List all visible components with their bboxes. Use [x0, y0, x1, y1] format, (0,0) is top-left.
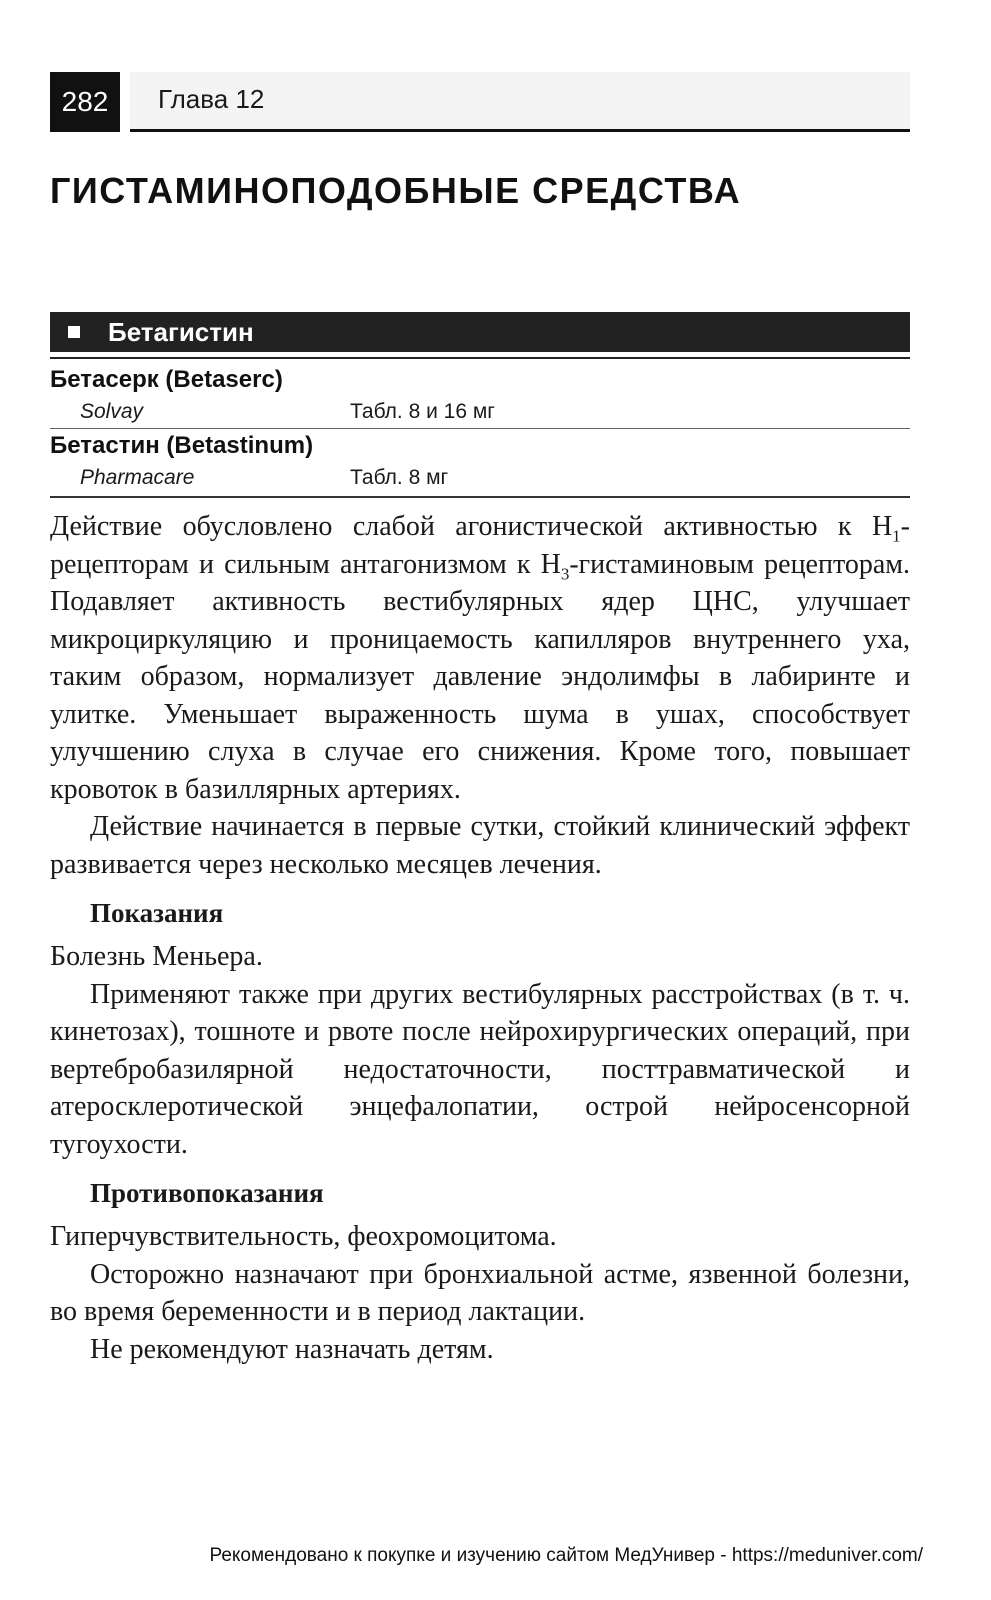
section-bar	[50, 312, 910, 352]
action-paragraph	[50, 508, 910, 808]
contraindications-heading: Противопоказания	[90, 1178, 324, 1208]
drug-name: Бетасерк (Betaserc)	[50, 366, 283, 393]
text-run: -рецепторам и сильным антагонизмом к H	[50, 511, 910, 580]
onset-paragraph: Действие начинается в первые сутки, стойкий клинический эффект развивается через несколько месяцев лечения.	[50, 811, 910, 880]
subscript: 3	[560, 564, 570, 584]
chapter-label: Глава 12	[158, 84, 265, 114]
footer-note: Рекомендовано к покупке и изучению сайтом МедУнивер - https://meduniver.com/	[209, 1545, 923, 1566]
caution-paragraph: Осторожно назначают при бронхиальной астме, язвенной болезни, во время беременности и в период лактации.	[50, 1258, 910, 1327]
page-title: ГИСТАМИНОПОДОБНЫЕ СРЕДСТВА	[50, 170, 742, 211]
subscript: 1	[892, 526, 901, 546]
drug-row	[50, 396, 910, 428]
drug-table	[50, 363, 910, 498]
children-paragraph: Не рекомендуют назначать детям.	[90, 1333, 494, 1365]
page-number: 282	[50, 72, 120, 132]
indications-paragraph: Болезнь Меньера.	[50, 941, 263, 972]
drug-manufacturer: Solvay	[80, 400, 144, 423]
drug-name: Бетастин (Betastinum)	[50, 432, 314, 459]
chapter-bar	[130, 72, 910, 132]
indications-heading: Показания	[90, 898, 224, 928]
book-page	[50, 72, 910, 1368]
text-run: -гистаминовым рецепторам. Подавляет активность вестибулярных ядер ЦНС, улучшает микроциркуляцию и проницаемость капилляров внутреннего уха, таким образом, нормализует давление эндолимфы в лабиринте и улитке. Уменьшает выраженность шума в ушах, способствует улучшению слуха в случае его снижения. Кроме того, повышает кровоток в базиллярных артериях.	[50, 548, 910, 805]
contraindications-paragraph: Гиперчувствительность, феохромоцитома.	[50, 1221, 557, 1252]
text-run: Действие обусловлено слабой агонистической активностью к H	[50, 511, 893, 542]
square-bullet-icon	[68, 326, 80, 338]
drug-form: Табл. 8 и 16 мг	[350, 400, 495, 423]
drug-row	[50, 462, 910, 494]
running-header	[50, 72, 910, 132]
section-name: Бетагистин	[108, 316, 254, 347]
drug-manufacturer: Pharmacare	[80, 466, 195, 489]
indications-paragraph: Применяют также при других вестибулярных расстройствах (в т. ч. кинетозах), тошноте и рвоте после нейрохирургических операций, при вертебробазилярной недостаточности, посттравматической и атеросклеротической энцефалопатии, острой нейросенсорной тугоухости.	[50, 978, 910, 1160]
section-underline	[50, 357, 910, 359]
drug-form: Табл. 8 мг	[350, 466, 449, 489]
table-divider	[50, 496, 910, 498]
